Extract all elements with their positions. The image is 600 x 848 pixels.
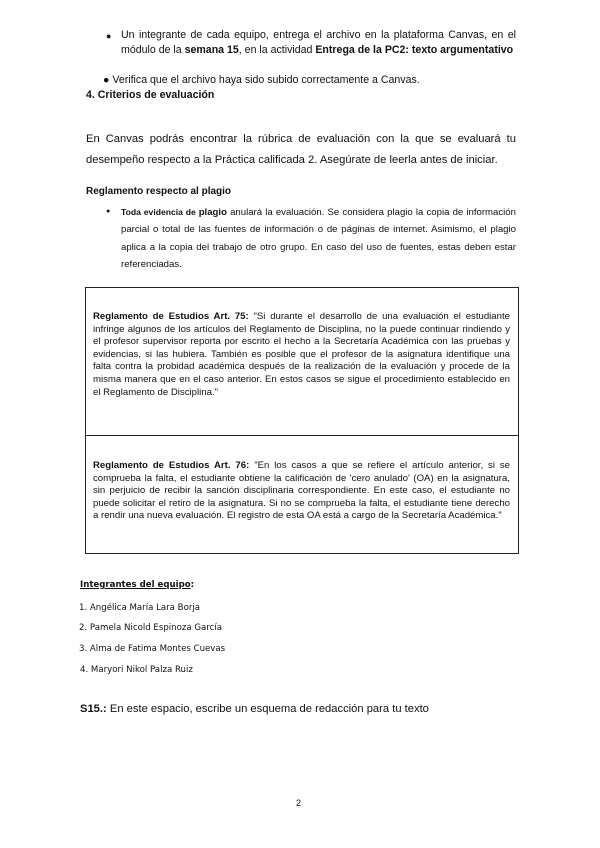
reglamento-art76-text: Reglamento de Estudios Art. 76: "En los casos a que se refiere el artículo anterior, si se comprueba la falta, el estudiante obtiene la calificación de 'cero anulado' (OA) en la asignatura, sin perjuicio de recibir la sanción disciplinaria correspondiente. En este caso, el estudiante no puede solicitar el retiro de la asignatura. Si no se comprueba la falta, el estudiante tiene derecho a rendir una nueva evaluación. El registro de esta OA está a cargo de la Secretaría Académica." [93, 460, 510, 522]
team-member: 3. Alma de Fatima Montes Cuevas [79, 644, 226, 654]
reglamento-art75-box [85, 287, 519, 436]
team-member: 2. Pamela Nicold Espinoza García [79, 623, 223, 633]
bullet-icon: ● [106, 208, 111, 215]
rubric-paragraph: En Canvas podrás encontrar la rúbrica de evaluación con la que se evaluará tu desempeño respecto a la Práctica calificada 2. Asegúrate de leerla antes de iniciar. [86, 133, 516, 166]
s15-instruction: S15.: En este espacio, escribe un esquema de redacción para tu texto [80, 703, 429, 715]
verify-instruction: ● Verifica que el archivo haya sido subido correctamente a Canvas. [103, 74, 420, 86]
team-heading: Integrantes del equipo: [80, 580, 195, 590]
reglamento-art76-box [85, 435, 519, 554]
section-heading: 4. Criterios de evaluación [86, 89, 215, 101]
team-member: 1. Angélica María Lara Borja [79, 603, 201, 613]
bullet-icon: ● [106, 31, 112, 41]
submission-instruction: Un integrante de cada equipo, entrega el archivo en la plataforma Canvas, en el módulo de la semana 15, en la actividad Entrega de la PC2: texto argumentativo [121, 29, 516, 56]
page-number: 2 [296, 798, 302, 808]
reglamento-art75-text: Reglamento de Estudios Art. 75: "Si durante el desarrollo de una evaluación el estudiante infringe algunos de los artículos del Reglamento de Disciplina, no la puede continuar rindiendo y el profesor supervisor reporta por escrito el hecho a la Secretaría Académica con las pruebas y evidencias, si las hubiera. También es posible que el profesor de la asignatura identifique una falta contra la probidad académica después de la realización de la evaluación y procede de la misma manera que en el caso anterior. En estos casos se sigue el procedimiento establecido en el Reglamento de Disciplina." [93, 311, 510, 398]
team-member: 4. Maryori Nikol Palza Ruiz [80, 665, 193, 675]
plagio-heading: Reglamento respecto al plagio [86, 186, 232, 197]
plagio-paragraph: Toda evidencia de plagio anulará la evaluación. Se considera plagio la copia de información parcial o total de las fuentes de información o de páginas de internet. Asimismo, el plagio aplica a la copia del trabajo de otro grupo. En caso del uso de fuentes, estas deben estar referenciadas. [121, 207, 516, 271]
